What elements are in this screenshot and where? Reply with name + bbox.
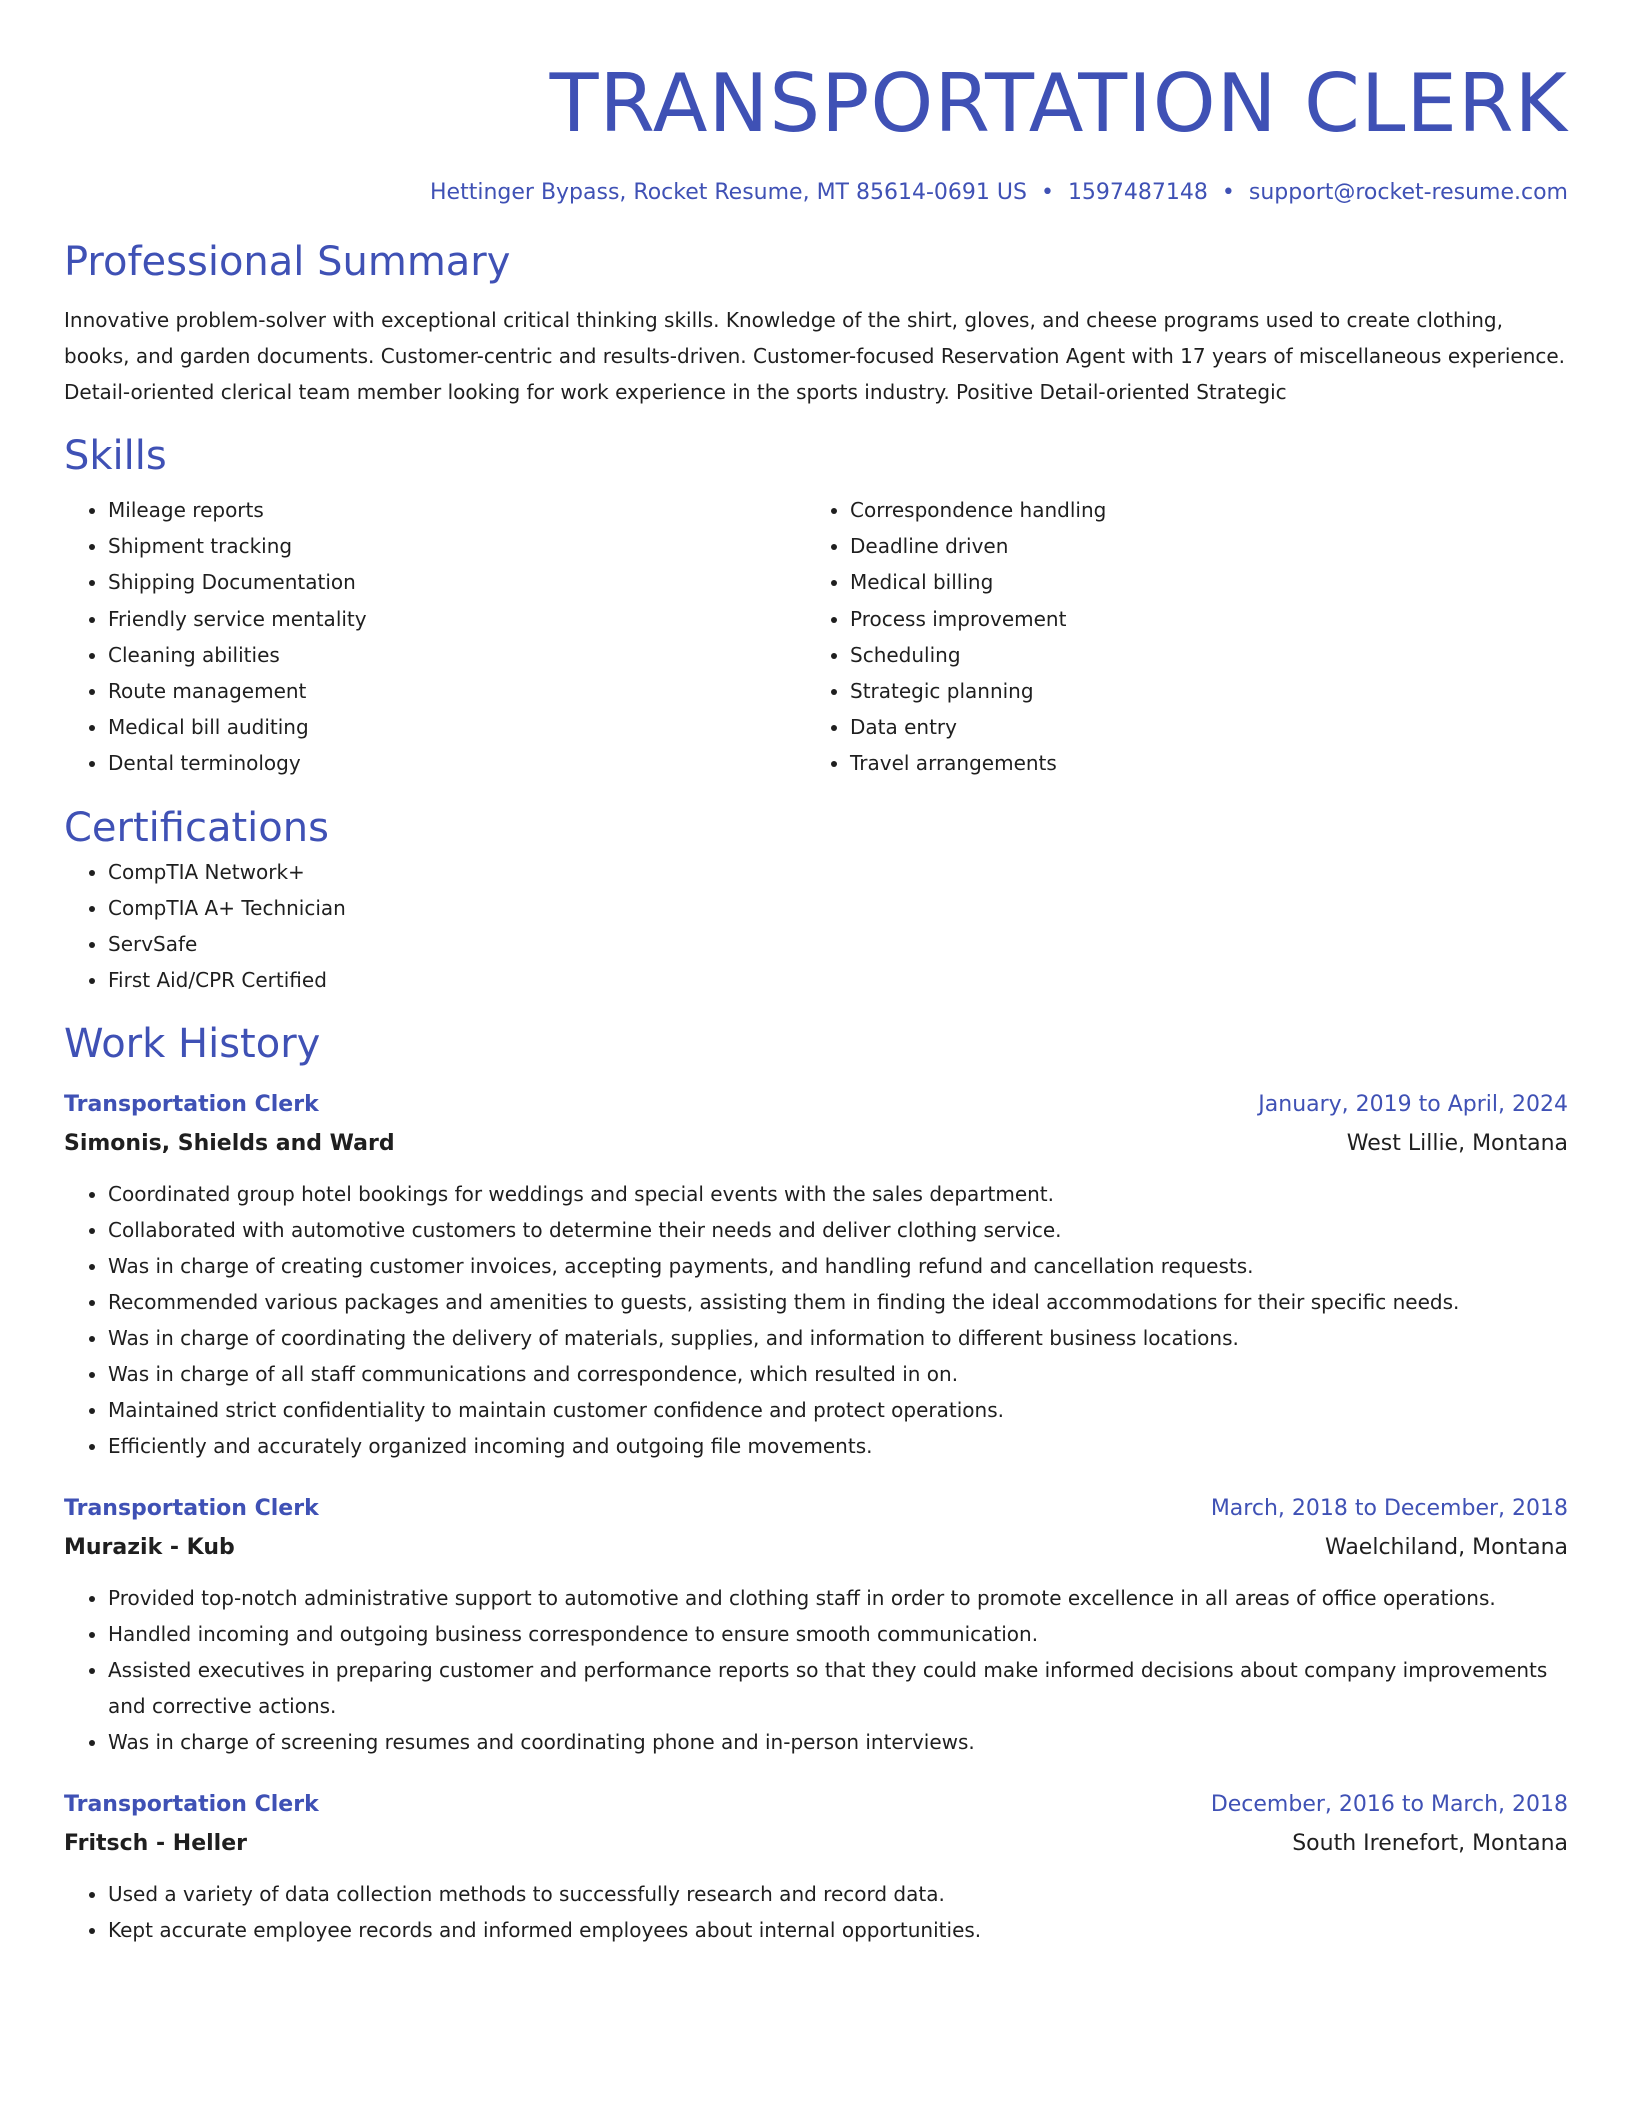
- contact-separator: •: [1040, 180, 1054, 205]
- job-duties-list: [64, 1876, 1568, 1948]
- certifications-heading: Certifications: [64, 804, 329, 851]
- job-duty: • Recommended various packages and amenities to guests, assisting them in finding the ideal accommodations for their specific needs.: [108, 1284, 1568, 1320]
- skills-grid: [64, 492, 1568, 782]
- contact-address: Hettinger Bypass, Rocket Resume, MT 85614-0691 US: [430, 180, 1027, 205]
- certification-item: • CompTIA A+ Technician: [108, 890, 1568, 926]
- skill-item: • Shipping Documentation: [108, 564, 806, 600]
- skills-list-left: [64, 492, 806, 782]
- skill-item: • Correspondence handling: [850, 492, 1548, 528]
- skill-item: • Travel arrangements: [850, 745, 1548, 781]
- skill-item: • Process improvement: [850, 601, 1548, 637]
- certification-item: • ServSafe: [108, 926, 1568, 962]
- job-title: Transportation Clerk: [64, 1495, 319, 1521]
- job-entry: [64, 1490, 1568, 1760]
- skill-item: • Scheduling: [850, 637, 1548, 673]
- job-header-row: [64, 1786, 1568, 1824]
- skill-item: • Cleaning abilities: [108, 637, 806, 673]
- job-duty: • Efficiently and accurately organized incoming and outgoing file movements.: [108, 1428, 1568, 1464]
- job-dates: January, 2019 to April, 2024: [1258, 1091, 1568, 1117]
- job-dates: December, 2016 to March, 2018: [1210, 1791, 1568, 1817]
- contact-separator: •: [1221, 180, 1235, 205]
- contact-email[interactable]: support@rocket-resume.com: [1248, 180, 1568, 205]
- candidate-name: TRANSPORTATION CLERK: [549, 57, 1568, 150]
- skill-item: • Medical bill auditing: [108, 709, 806, 745]
- job-duty: • Maintained strict confidentiality to maintain customer confidence and protect operations.: [108, 1392, 1568, 1428]
- certifications-list: [64, 854, 1568, 998]
- job-title: Transportation Clerk: [64, 1791, 319, 1817]
- certification-item: • CompTIA Network+: [108, 854, 1568, 890]
- job-duty: • Kept accurate employee records and informed employees about internal opportunities.: [108, 1912, 1568, 1948]
- job-duties-list: [64, 1176, 1568, 1464]
- job-duty: • Coordinated group hotel bookings for weddings and special events with the sales department.: [108, 1176, 1568, 1212]
- job-company-row: [64, 1528, 1568, 1568]
- skill-item: • Friendly service mentality: [108, 601, 806, 637]
- job-entry: [64, 1786, 1568, 1948]
- skills-column-right: [806, 492, 1548, 782]
- job-company-row: [64, 1824, 1568, 1864]
- job-duty: • Was in charge of all staff communications and correspondence, which resulted in on.: [108, 1356, 1568, 1392]
- job-entry: [64, 1086, 1568, 1464]
- job-location: South Irenefort, Montana: [1292, 1830, 1568, 1856]
- skill-item: • Medical billing: [850, 564, 1548, 600]
- skill-item: • Route management: [108, 673, 806, 709]
- job-title: Transportation Clerk: [64, 1091, 319, 1117]
- certification-item: • First Aid/CPR Certified: [108, 962, 1568, 998]
- skill-item: • Mileage reports: [108, 492, 806, 528]
- job-duties-list: [64, 1580, 1568, 1760]
- skill-item: • Shipment tracking: [108, 528, 806, 564]
- job-location: Waelchiland, Montana: [1324, 1534, 1568, 1560]
- contact-phone: 1597487148: [1067, 180, 1208, 205]
- job-duty: • Was in charge of coordinating the delivery of materials, supplies, and information to different business locations.: [108, 1320, 1568, 1356]
- job-duty: • Assisted executives in preparing customer and performance reports so that they could make informed decisions about company improvements and corrective actions.: [108, 1652, 1568, 1724]
- job-duty: • Used a variety of data collection methods to successfully research and record data.: [108, 1876, 1568, 1912]
- job-duty: • Handled incoming and outgoing business correspondence to ensure smooth communication.: [108, 1616, 1568, 1652]
- summary-heading: Professional Summary: [64, 239, 511, 285]
- job-location: West Lillie, Montana: [1346, 1130, 1568, 1156]
- contact-line: [64, 178, 1568, 208]
- job-duty: • Was in charge of creating customer invoices, accepting payments, and handling refund and cancellation requests.: [108, 1248, 1568, 1284]
- work-history-heading: Work History: [64, 1020, 321, 1067]
- job-duty: • Provided top-notch administrative support to automotive and clothing staff in order to promote excellence in all areas of office operations.: [108, 1580, 1568, 1616]
- summary-text: Innovative problem-solver with exceptional critical thinking skills. Knowledge of the shirt, gloves, and cheese programs used to create clothing, books, and garden documents. Customer-centric and results-driven. Customer-focused Reservation Agent with 17 years of miscellaneous experience. Detail-oriented clerical team member looking for work experience in the sports industry. Positive Detail-oriented Strategic: [64, 308, 1566, 404]
- skill-item: • Data entry: [850, 709, 1548, 745]
- job-company: Simonis, Shields and Ward: [64, 1130, 395, 1156]
- skill-item: • Deadline driven: [850, 528, 1548, 564]
- skills-heading: Skills: [64, 433, 167, 479]
- job-dates: March, 2018 to December, 2018: [1210, 1495, 1568, 1521]
- job-duty: • Collaborated with automotive customers to determine their needs and deliver clothing service.: [108, 1212, 1568, 1248]
- job-company-row: [64, 1124, 1568, 1164]
- skill-item: • Dental terminology: [108, 745, 806, 781]
- skills-column-left: [64, 492, 806, 782]
- skill-item: • Strategic planning: [850, 673, 1548, 709]
- job-header-row: [64, 1086, 1568, 1124]
- job-header-row: [64, 1490, 1568, 1528]
- job-company: Murazik - Kub: [64, 1534, 235, 1560]
- job-duty: • Was in charge of screening resumes and coordinating phone and in-person interviews.: [108, 1724, 1568, 1760]
- resume-page: [64, 0, 1568, 1948]
- skills-list-right: [806, 492, 1548, 782]
- job-company: Fritsch - Heller: [64, 1830, 247, 1856]
